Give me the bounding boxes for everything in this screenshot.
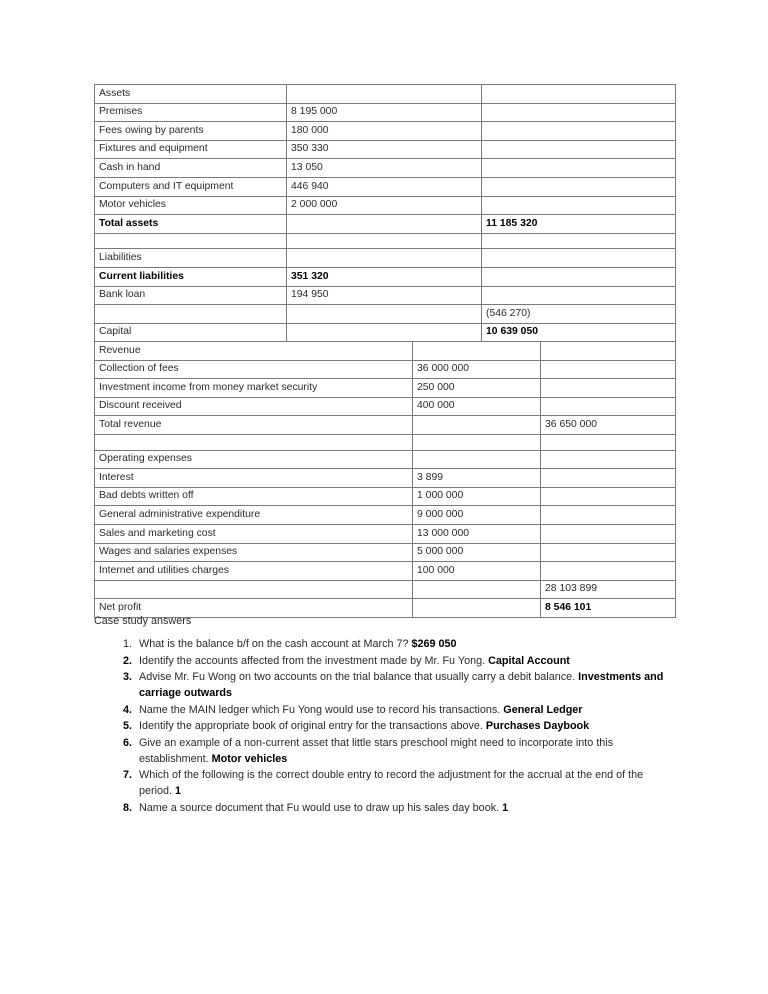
list-item-number: 4. [122,703,132,716]
row-amount-cell [413,416,541,435]
list-item [94,736,674,768]
row-amount-cell: 250 000 [413,379,541,398]
row-label-cell: Revenue [95,342,413,361]
row-amount-cell: 13 000 000 [413,524,541,543]
row-label-cell: Assets [95,85,287,104]
row-total-cell [482,177,676,196]
row-total-cell: 8 546 101 [541,599,676,618]
row-label-cell: Investment income from money market security [95,379,413,398]
table-row [95,543,676,562]
row-amount-cell: 9 000 000 [413,506,541,525]
assets-and-liabilities-table [94,84,676,342]
row-label-cell: General administrative expenditure [95,506,413,525]
row-total-cell [541,469,676,488]
row-amount-cell: 1 000 000 [413,487,541,506]
case-study-answers-list [94,637,674,816]
list-item-number: 2. [122,654,132,667]
list-item-answer: $269 050 [411,638,457,651]
list-item-number: 5. [122,720,132,733]
row-label-cell: Capital [95,323,287,342]
row-label-cell [95,434,413,450]
table-row [95,342,676,361]
list-item-question: Name a source document that Fu would use to draw up his sales day book. [139,801,500,814]
row-total-cell [541,434,676,450]
table-row [95,397,676,416]
list-item-question: Which of the following is the correct double entry to record the adjustment for the accrual at the end of the period. [139,769,644,798]
row-label-cell: Cash in hand [95,159,287,178]
row-amount-cell [287,249,482,268]
row-amount-cell [287,215,482,234]
list-item-question: Give an example of a non-current asset that little stars preschool might need to incorporate into this establishment. [139,736,614,765]
table-row [95,416,676,435]
row-amount-cell: 3 899 [413,469,541,488]
row-total-cell [541,379,676,398]
row-amount-cell: 13 050 [287,159,482,178]
row-total-cell: 10 639 050 [482,323,676,342]
row-total-cell: (546 270) [482,305,676,324]
list-item-answer: Motor vehicles [211,752,288,765]
table-row [95,524,676,543]
row-amount-cell [287,305,482,324]
row-label-cell: Total assets [95,215,287,234]
case-study-answers-section [94,615,674,817]
table-row [95,360,676,379]
row-label-cell [95,580,413,599]
revenue-and-expenses-table [94,341,676,618]
row-amount-cell: 350 330 [287,140,482,159]
table-row [95,267,676,286]
table-row [95,286,676,305]
list-item-question: Identify the appropriate book of original entry for the transactions above. [139,720,483,733]
row-amount-cell: 2 000 000 [287,196,482,215]
table-row [95,434,676,450]
row-total-cell [482,249,676,268]
row-label-cell: Liabilities [95,249,287,268]
row-label-cell: Interest [95,469,413,488]
row-total-cell [541,342,676,361]
table-row [95,506,676,525]
table-row [95,215,676,234]
row-label-cell: Fees owing by parents [95,122,287,141]
list-item [94,801,674,817]
row-total-cell [541,562,676,581]
table-row [95,562,676,581]
list-item [94,703,674,719]
row-amount-cell: 180 000 [287,122,482,141]
row-amount-cell: 36 000 000 [413,360,541,379]
row-amount-cell: 5 000 000 [413,543,541,562]
table-row [95,140,676,159]
list-item-number: 8. [122,801,132,814]
table-row [95,580,676,599]
income-table-body [95,342,676,618]
table-row [95,103,676,122]
list-item-answer: 1 [175,785,182,798]
list-item-question: Name the MAIN ledger which Fu Yong would use to record his transactions. [139,703,501,716]
row-amount-cell: 100 000 [413,562,541,581]
table-row [95,305,676,324]
row-label-cell: Bank loan [95,286,287,305]
table-row [95,487,676,506]
row-total-cell [482,267,676,286]
list-item-answer: 1 [502,801,509,814]
row-label-cell [95,233,287,249]
row-label-cell: Net profit [95,599,413,618]
row-label-cell: Wages and salaries expenses [95,543,413,562]
row-total-cell [482,286,676,305]
row-total-cell: 11 185 320 [482,215,676,234]
list-item [94,670,674,702]
row-total-cell [482,159,676,178]
row-total-cell [482,103,676,122]
row-label-cell: Computers and IT equipment [95,177,287,196]
list-item-answer: Purchases Daybook [485,720,590,733]
row-amount-cell: 446 940 [287,177,482,196]
row-amount-cell [287,323,482,342]
list-item-number: 3. [122,671,132,684]
row-total-cell [541,524,676,543]
assets-table-body [95,85,676,342]
row-amount-cell [287,85,482,104]
row-total-cell [541,450,676,469]
row-total-cell [541,360,676,379]
row-amount-cell: 351 320 [287,267,482,286]
row-amount-cell [287,233,482,249]
case-study-answers-heading: Case study answers [94,615,192,627]
list-item-question: Identify the accounts affected from the investment made by Mr. Fu Yong. [139,654,486,667]
row-label-cell: Collection of fees [95,360,413,379]
row-label-cell: Discount received [95,397,413,416]
table-row [95,450,676,469]
row-amount-cell: 8 195 000 [287,103,482,122]
row-total-cell [482,233,676,249]
table-row [95,323,676,342]
row-total-cell [482,122,676,141]
row-total-cell [482,196,676,215]
row-label-cell: Total revenue [95,416,413,435]
row-label-cell: Motor vehicles [95,196,287,215]
list-item-answer: Capital Account [488,654,570,667]
list-item [94,654,674,670]
table-row [95,233,676,249]
table-row [95,196,676,215]
table-row [95,177,676,196]
list-item-question: Advise Mr. Fu Wong on two accounts on the trial balance that usually carry a debit balance. [139,671,576,684]
list-item-answer: Investments and carriage outwards [139,671,664,700]
row-amount-cell [413,342,541,361]
row-amount-cell: 400 000 [413,397,541,416]
row-label-cell: Current liabilities [95,267,287,286]
table-row [95,85,676,104]
row-total-cell [541,397,676,416]
row-total-cell [541,506,676,525]
table-row [95,249,676,268]
list-item [94,719,674,735]
row-total-cell [482,140,676,159]
row-label-cell [95,305,287,324]
table-row [95,122,676,141]
row-total-cell [482,85,676,104]
list-item-number: 6. [122,736,132,749]
row-label-cell: Operating expenses [95,450,413,469]
row-label-cell: Premises [95,103,287,122]
row-amount-cell [413,580,541,599]
list-item [94,768,674,800]
list-item [94,637,674,653]
table-row [95,379,676,398]
row-amount-cell [413,450,541,469]
list-item-number: 7. [122,769,132,782]
list-item-number: 1. [122,638,132,651]
row-total-cell [541,487,676,506]
row-total-cell: 28 103 899 [541,580,676,599]
row-total-cell: 36 650 000 [541,416,676,435]
table-row [95,469,676,488]
row-label-cell: Fixtures and equipment [95,140,287,159]
list-item-answer: General Ledger [503,703,583,716]
row-amount-cell [413,434,541,450]
row-total-cell [541,543,676,562]
table-row [95,159,676,178]
list-item-question: What is the balance b/f on the cash account at March 7? [139,638,409,651]
row-label-cell: Bad debts written off [95,487,413,506]
row-amount-cell: 194 950 [287,286,482,305]
row-label-cell: Internet and utilities charges [95,562,413,581]
row-label-cell: Sales and marketing cost [95,524,413,543]
